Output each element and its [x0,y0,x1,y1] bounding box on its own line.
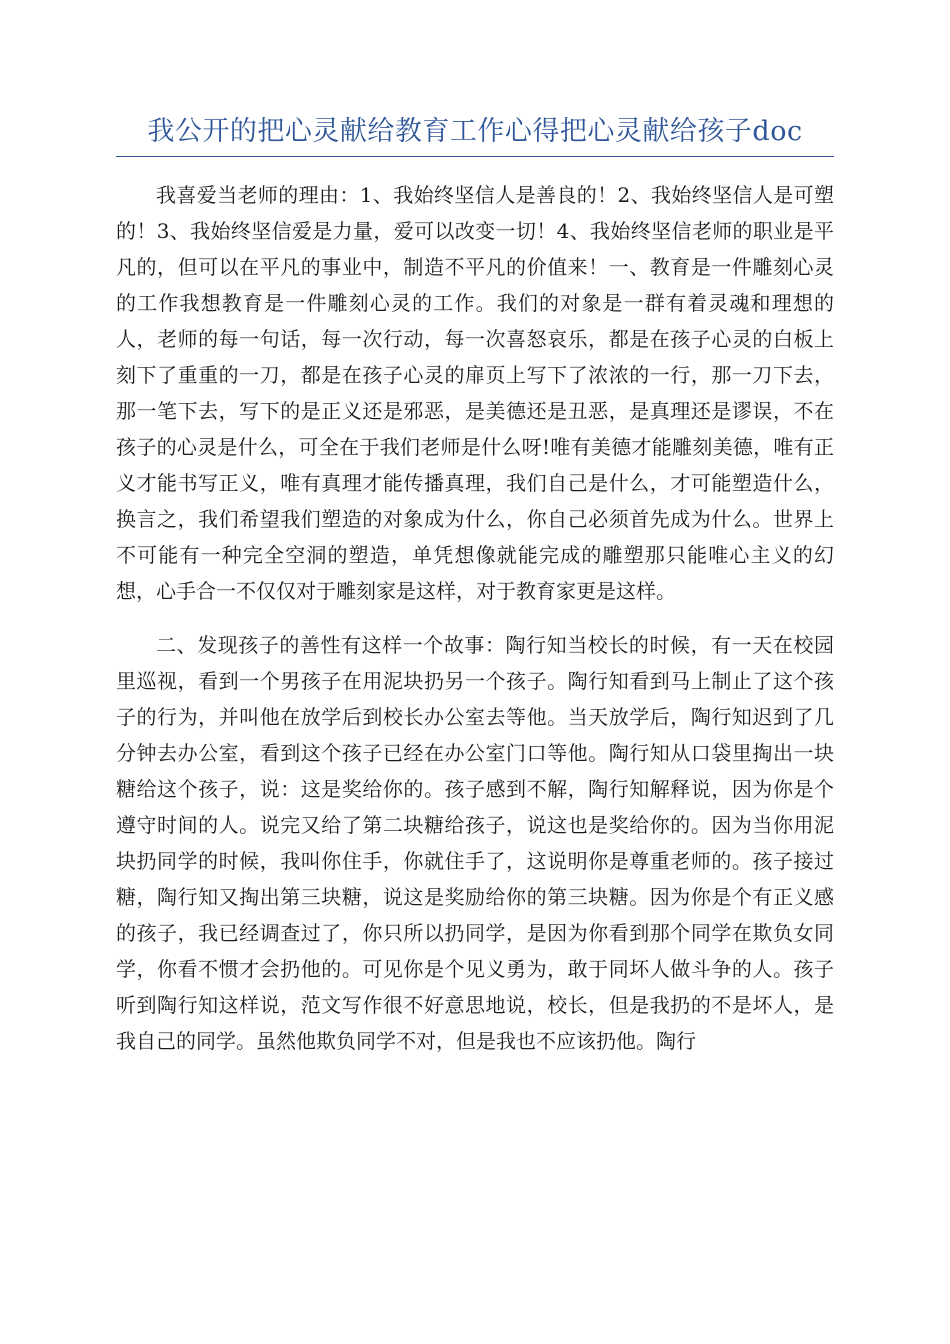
paragraph-2: 二、发现孩子的善性有这样一个故事：陶行知当校长的时候，有一天在校园里巡视，看到一个男孩子在用泥块扔另一个孩子。陶行知看到马上制止了这个孩子的行为，并叫他在放学后到校长办公室去等他。当天放学后，陶行知迟到了几分钟去办公室，看到这个孩子已经在办公室门口等他。陶行知从口袋里掏出一块糖给这个孩子，说：这是奖给你的。孩子感到不解，陶行知解释说，因为你是个遵守时间的人。说完又给了第二块糖给孩子，说这也是奖给你的。因为当你用泥块扔同学的时候，我叫你住手，你就住手了，这说明你是尊重老师的。孩子接过糖，陶行知又掏出第三块糖，说这是奖励给你的第三块糖。因为你是个有正义感的孩子，我已经调查过了，你只所以扔同学，是因为你看到那个同学在欺负女同学，你看不惯才会扔他的。可见你是个见义勇为，敢于同坏人做斗争的人。孩子听到陶行知这样说，范文写作很不好意思地说，校长，但是我扔的不是坏人，是我自己的同学。虽然他欺负同学不对，但是我也不应该扔他。陶行 [116,633,834,1053]
title-block [116,112,834,157]
document-title: 我公开的把心灵献给教育工作心得把心灵献给孩子doc [147,116,803,147]
paragraph-1: 我喜爱当老师的理由：1、我始终坚信人是善良的！2、我始终坚信人是可塑的！3、我始终坚信爱是力量，爱可以改变一切！4、我始终坚信老师的职业是平凡的，但可以在平凡的事业中，制造不平凡的价值来！一、教育是一件雕刻心灵的工作我想教育是一件雕刻心灵的工作。我们的对象是一群有着灵魂和理想的人，老师的每一句话，每一次行动，每一次喜怒哀乐，都是在孩子心灵的白板上刻下了重重的一刀，都是在孩子心灵的扉页上写下了浓浓的一行，那一刀下去，那一笔下去，写下的是正义还是邪恶，是美德还是丑恶，是真理还是谬误，不在孩子的心灵是什么，可全在于我们老师是什么呀!唯有美德才能雕刻美德，唯有正义才能书写正义，唯有真理才能传播真理，我们自己是什么，才可能塑造什么，换言之，我们希望我们塑造的对象成为什么，你自己必须首先成为什么。世界上不可能有一种完全空洞的塑造，单凭想像就能完成的雕塑那只能唯心主义的幻想，心手合一不仅仅对于雕刻家是这样，对于教育家更是这样。 [116,183,834,603]
document-body [116,177,834,1077]
